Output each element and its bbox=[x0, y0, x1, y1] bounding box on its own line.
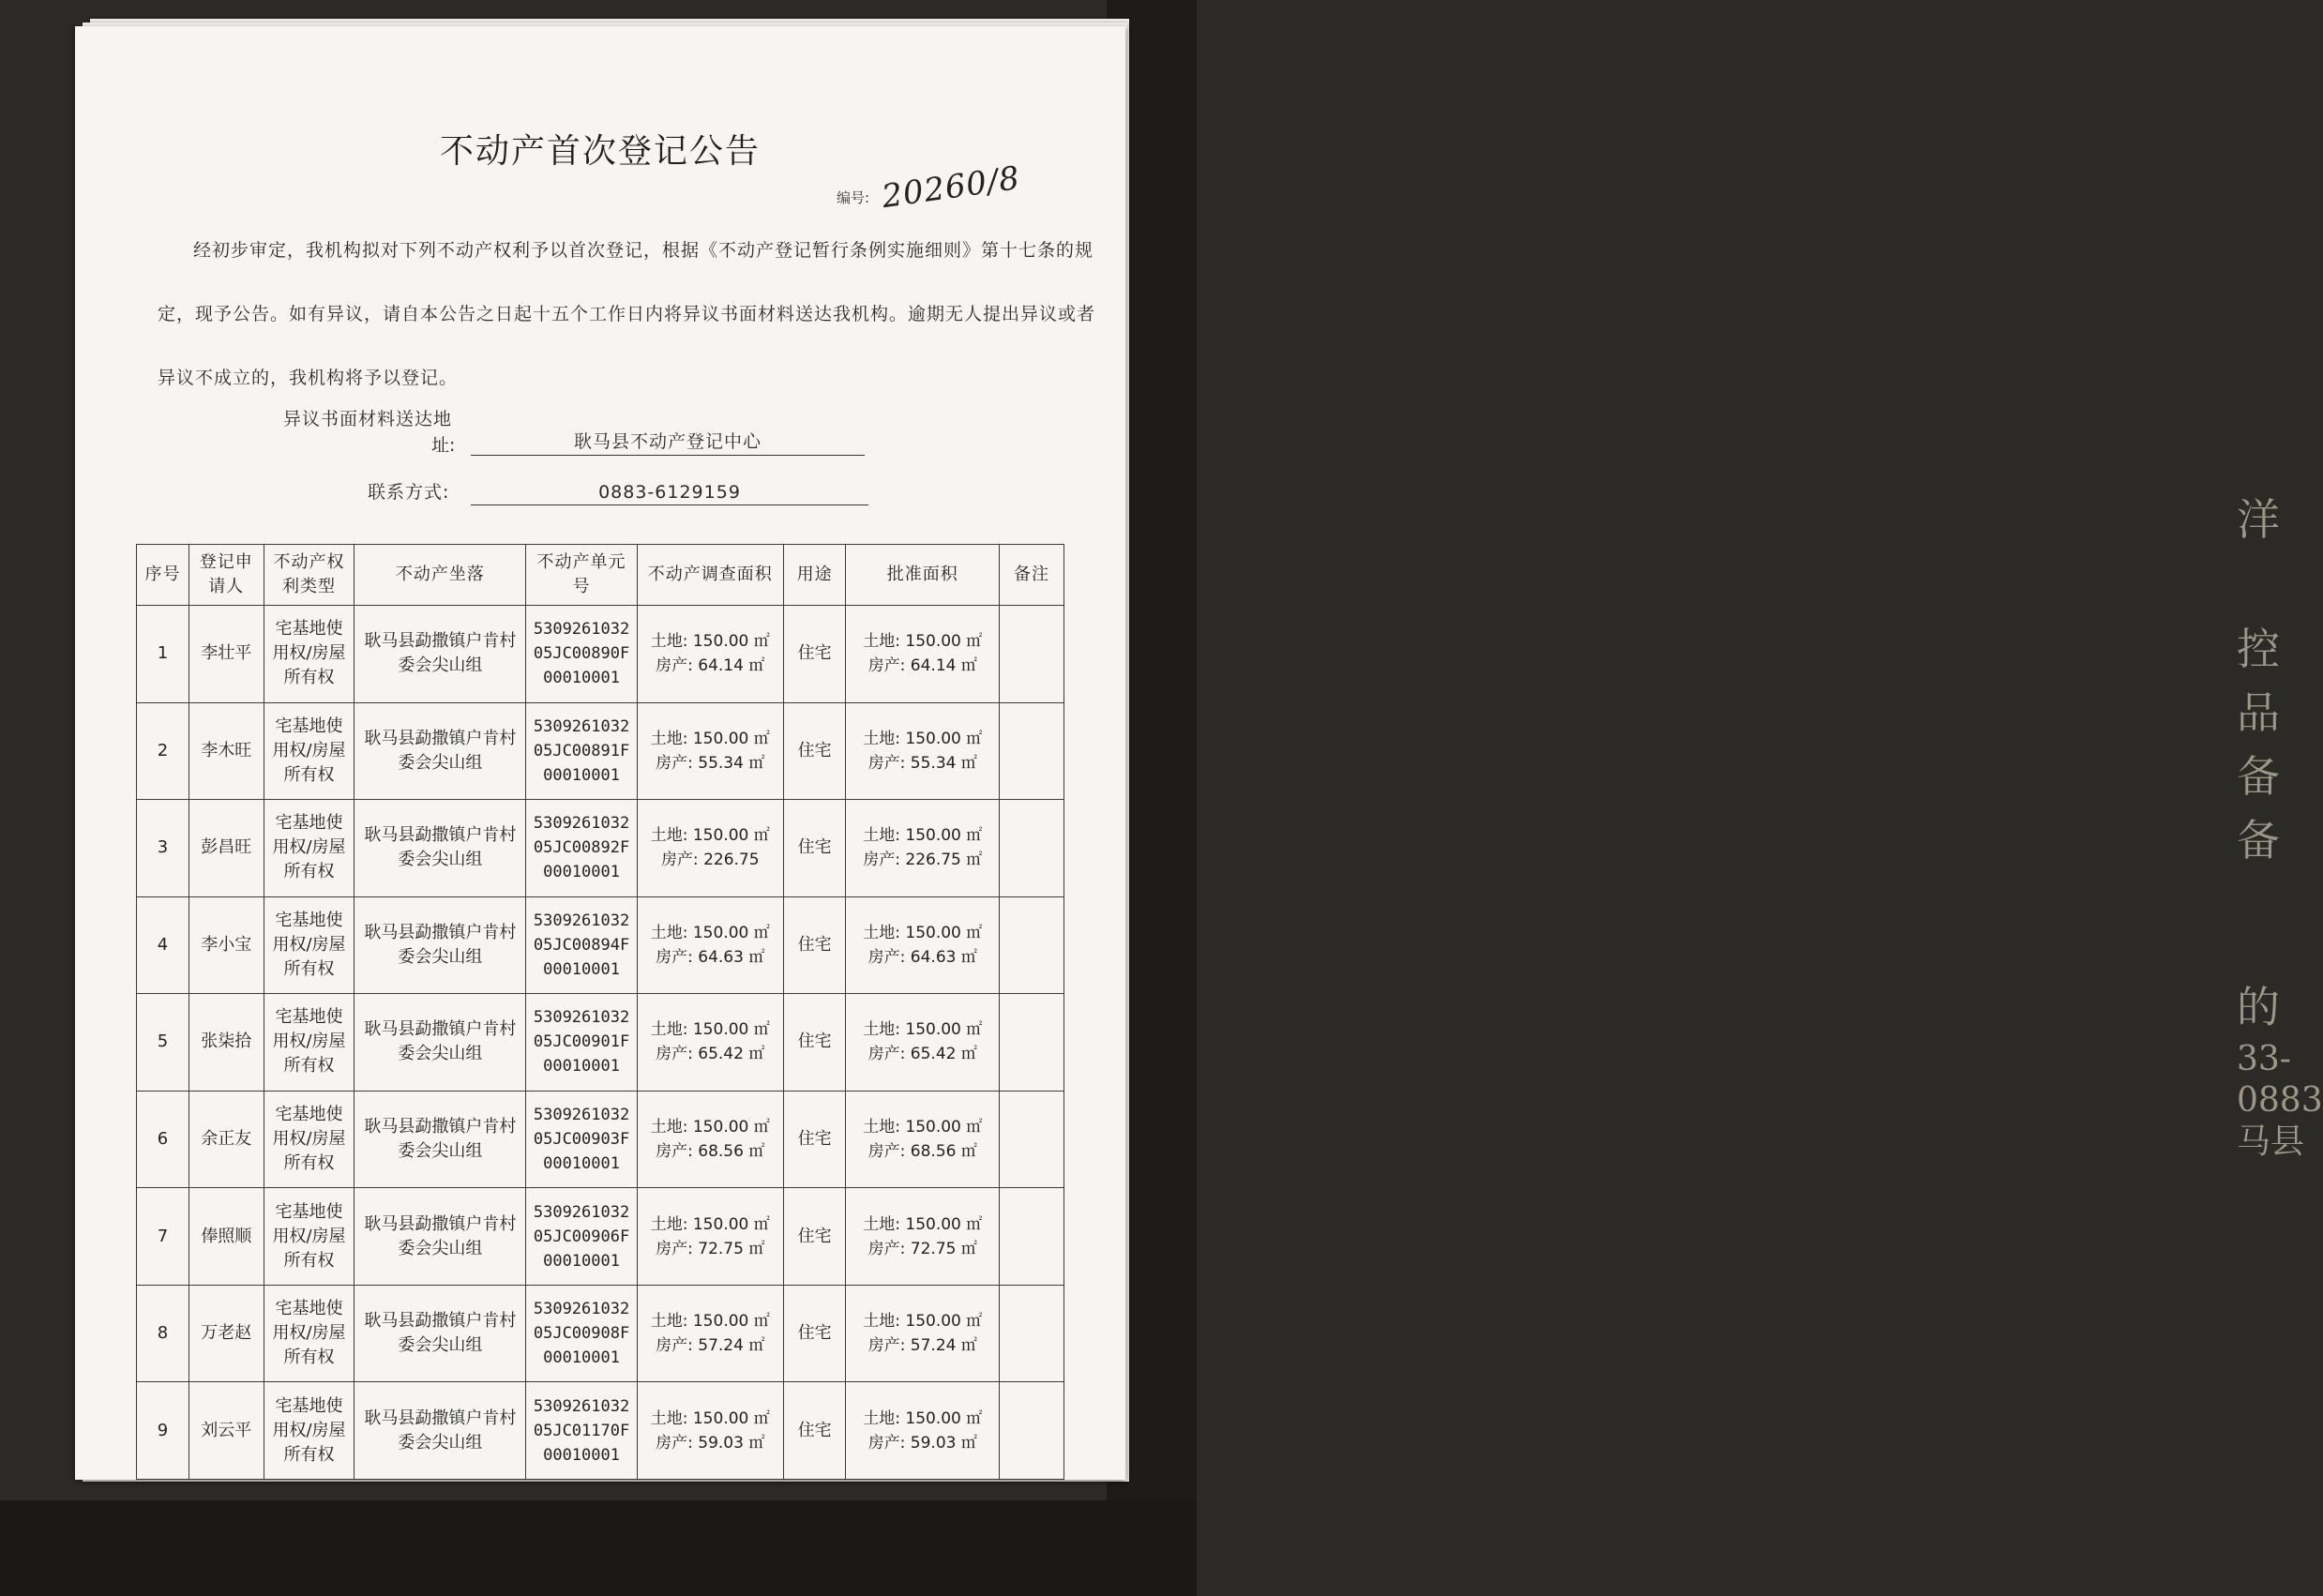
survey-land-area: 土地: 150.00 ㎡ bbox=[650, 1408, 770, 1428]
unit-no-text: 530926103205JC00906F00010001 bbox=[533, 1202, 630, 1271]
cell-applicant: 彭昌旺 bbox=[189, 800, 264, 897]
background-board-text bbox=[2237, 488, 2323, 1163]
cell-right-type: 宅基地使用权/房屋所有权 bbox=[264, 1285, 354, 1382]
cell-applicant: 张柒拾 bbox=[189, 994, 264, 1092]
approved-land-area: 土地: 150.00 ㎡ bbox=[863, 632, 983, 652]
approved-land-area: 土地: 150.00 ㎡ bbox=[863, 1312, 983, 1332]
notice-code-handwritten: 20260/8 bbox=[879, 158, 1023, 217]
cell-applicant: 李木旺 bbox=[189, 702, 264, 800]
board-glyph: 备 bbox=[2237, 815, 2280, 866]
cell-approved-area bbox=[846, 1285, 1000, 1382]
cell-location: 耿马县勐撒镇户肯村委会尖山组 bbox=[354, 1091, 526, 1188]
cell-unit-no bbox=[526, 606, 637, 703]
contact-value: 0883-6129159 bbox=[471, 482, 868, 505]
objection-address-label: 异议书面材料送达地 bbox=[283, 409, 453, 429]
approved-house-area: 房产: 57.24 ㎡ bbox=[867, 1336, 977, 1356]
cell-note bbox=[1000, 606, 1064, 703]
approved-house-area: 房产: 64.14 ㎡ bbox=[867, 656, 977, 676]
table-row bbox=[137, 994, 1064, 1092]
survey-land-area: 土地: 150.00 ㎡ bbox=[650, 632, 770, 652]
header-unit-no: 不动产单元号 bbox=[526, 545, 637, 606]
cell-note bbox=[1000, 1285, 1064, 1382]
cell-location: 耿马县勐撒镇户肯村委会尖山组 bbox=[354, 896, 526, 994]
cell-approved-area bbox=[846, 1188, 1000, 1286]
survey-land-area: 土地: 150.00 ㎡ bbox=[650, 1214, 770, 1234]
notice-body-text: 经初步审定，我机构拟对下列不动产权利予以首次登记，根据《不动产登记暂行条例实施细则》第十七条的规定，现予公告。如有异议，请自本公告之日起十五个工作日内将异议书面材料送达我机构。逾期无人提出异议或者异议不成立的，我机构将予以登记。 bbox=[158, 240, 1096, 388]
table-row bbox=[137, 896, 1064, 994]
board-glyph: 品 bbox=[2237, 687, 2280, 738]
cell-location: 耿马县勐撒镇户肯村委会尖山组 bbox=[354, 1188, 526, 1286]
survey-house-area: 房产: 55.34 ㎡ bbox=[656, 753, 765, 773]
cell-applicant: 余正友 bbox=[189, 1091, 264, 1188]
cell-survey-area bbox=[637, 1091, 783, 1188]
cell-no: 6 bbox=[137, 1091, 189, 1188]
unit-no-text: 530926103205JC00890F00010001 bbox=[533, 620, 630, 688]
cell-no: 8 bbox=[137, 1285, 189, 1382]
objection-address-value: 耿马县不动产登记中心 bbox=[471, 428, 865, 456]
unit-no-text: 530926103205JC00892F00010001 bbox=[533, 814, 630, 882]
approved-house-area: 房产: 72.75 ㎡ bbox=[867, 1239, 977, 1258]
cell-approved-area bbox=[846, 1382, 1000, 1480]
header-note: 备注 bbox=[1000, 545, 1064, 606]
cell-approved-area bbox=[846, 800, 1000, 897]
survey-house-area: 房产: 57.24 ㎡ bbox=[656, 1336, 765, 1356]
cell-survey-area bbox=[637, 994, 783, 1092]
approved-land-area: 土地: 150.00 ㎡ bbox=[863, 1118, 983, 1137]
approved-land-area: 土地: 150.00 ㎡ bbox=[863, 1408, 983, 1428]
survey-house-area: 房产: 68.56 ㎡ bbox=[656, 1142, 765, 1161]
board-glyph: 0883 bbox=[2237, 1081, 2323, 1120]
cell-use: 住宅 bbox=[783, 800, 846, 897]
cell-approved-area bbox=[846, 994, 1000, 1092]
approved-house-area: 房产: 226.75 ㎡ bbox=[863, 851, 983, 870]
cell-use: 住宅 bbox=[783, 896, 846, 994]
board-glyph: 洋 bbox=[2237, 494, 2280, 545]
survey-land-area: 土地: 150.00 ㎡ bbox=[650, 1118, 770, 1137]
cell-survey-area bbox=[637, 800, 783, 897]
cell-approved-area bbox=[846, 606, 1000, 703]
table-row bbox=[137, 702, 1064, 800]
cell-use: 住宅 bbox=[783, 994, 846, 1092]
cell-location: 耿马县勐撒镇户肯村委会尖山组 bbox=[354, 994, 526, 1092]
board-glyph: 控 bbox=[2237, 624, 2280, 674]
cell-use: 住宅 bbox=[783, 606, 846, 703]
cell-use: 住宅 bbox=[783, 1091, 846, 1188]
table-row bbox=[137, 1091, 1064, 1188]
survey-house-area: 房产: 59.03 ㎡ bbox=[656, 1433, 765, 1453]
cell-survey-area bbox=[637, 896, 783, 994]
cell-right-type: 宅基地使用权/房屋所有权 bbox=[264, 1188, 354, 1286]
cell-location: 耿马县勐撒镇户肯村委会尖山组 bbox=[354, 606, 526, 703]
cell-applicant: 李小宝 bbox=[189, 896, 264, 994]
table-row bbox=[137, 1188, 1064, 1286]
table-row bbox=[137, 606, 1064, 703]
unit-no-text: 530926103205JC00908F00010001 bbox=[533, 1300, 630, 1368]
cell-right-type: 宅基地使用权/房屋所有权 bbox=[264, 994, 354, 1092]
cell-survey-area bbox=[637, 1285, 783, 1382]
cell-applicant: 李壮平 bbox=[189, 606, 264, 703]
cell-unit-no bbox=[526, 1285, 637, 1382]
table-header-row bbox=[137, 545, 1064, 606]
header-right-type: 不动产权利类型 bbox=[264, 545, 354, 606]
cell-survey-area bbox=[637, 1382, 783, 1480]
approved-land-area: 土地: 150.00 ㎡ bbox=[863, 729, 983, 748]
cell-note bbox=[1000, 1382, 1064, 1480]
survey-land-area: 土地: 150.00 ㎡ bbox=[650, 923, 770, 942]
approved-house-area: 房产: 59.03 ㎡ bbox=[867, 1433, 977, 1453]
survey-house-area: 房产: 64.14 ㎡ bbox=[656, 656, 765, 676]
cell-no: 5 bbox=[137, 994, 189, 1092]
page-title: 不动产首次登记公告 bbox=[439, 132, 761, 171]
table-row bbox=[137, 1382, 1064, 1480]
cell-right-type: 宅基地使用权/房屋所有权 bbox=[264, 702, 354, 800]
cell-right-type: 宅基地使用权/房屋所有权 bbox=[264, 606, 354, 703]
cell-approved-area bbox=[846, 896, 1000, 994]
cell-right-type: 宅基地使用权/房屋所有权 bbox=[264, 1091, 354, 1188]
cell-survey-area bbox=[637, 606, 783, 703]
cell-use: 住宅 bbox=[783, 702, 846, 800]
notice-paper bbox=[75, 26, 1125, 1480]
cell-use: 住宅 bbox=[783, 1382, 846, 1480]
survey-land-area: 土地: 150.00 ㎡ bbox=[650, 826, 770, 846]
cell-use: 住宅 bbox=[783, 1285, 846, 1382]
approved-land-area: 土地: 150.00 ㎡ bbox=[863, 1020, 983, 1040]
cell-unit-no bbox=[526, 702, 637, 800]
cell-location: 耿马县勐撒镇户肯村委会尖山组 bbox=[354, 1382, 526, 1480]
survey-land-area: 土地: 150.00 ㎡ bbox=[650, 729, 770, 748]
cell-approved-area bbox=[846, 1091, 1000, 1188]
survey-house-area: 房产: 226.75 bbox=[660, 851, 760, 870]
cell-right-type: 宅基地使用权/房屋所有权 bbox=[264, 1382, 354, 1480]
cell-note bbox=[1000, 800, 1064, 897]
approved-land-area: 土地: 150.00 ㎡ bbox=[863, 1214, 983, 1234]
notice-code-label: 编号: bbox=[837, 189, 870, 206]
cell-location: 耿马县勐撒镇户肯村委会尖山组 bbox=[354, 800, 526, 897]
unit-no-text: 530926103205JC00891F00010001 bbox=[533, 716, 630, 785]
table-row bbox=[137, 1285, 1064, 1382]
cell-no: 1 bbox=[137, 606, 189, 703]
approved-house-area: 房产: 65.42 ㎡ bbox=[867, 1045, 977, 1064]
cell-survey-area bbox=[637, 1188, 783, 1286]
registration-table bbox=[136, 544, 1064, 1480]
cell-no: 3 bbox=[137, 800, 189, 897]
cell-unit-no bbox=[526, 1382, 637, 1480]
survey-house-area: 房产: 72.75 ㎡ bbox=[656, 1239, 765, 1258]
cell-no: 7 bbox=[137, 1188, 189, 1286]
cell-survey-area bbox=[637, 702, 783, 800]
cell-right-type: 宅基地使用权/房屋所有权 bbox=[264, 896, 354, 994]
cell-no: 4 bbox=[137, 896, 189, 994]
header-applicant: 登记申请人 bbox=[189, 545, 264, 606]
cell-no: 2 bbox=[137, 702, 189, 800]
cell-location: 耿马县勐撒镇户肯村委会尖山组 bbox=[354, 702, 526, 800]
cell-applicant: 俸照顺 bbox=[189, 1188, 264, 1286]
cell-note bbox=[1000, 994, 1064, 1092]
cell-applicant: 刘云平 bbox=[189, 1382, 264, 1480]
approved-land-area: 土地: 150.00 ㎡ bbox=[863, 923, 983, 942]
board-glyph: 马县 bbox=[2237, 1122, 2305, 1161]
cell-note bbox=[1000, 1091, 1064, 1188]
unit-no-text: 530926103205JC00894F00010001 bbox=[533, 911, 630, 979]
objection-address-label-cont: 址: bbox=[431, 435, 456, 456]
header-use: 用途 bbox=[783, 545, 846, 606]
cell-no: 9 bbox=[137, 1382, 189, 1480]
cell-right-type: 宅基地使用权/房屋所有权 bbox=[264, 800, 354, 897]
cell-note bbox=[1000, 702, 1064, 800]
header-approved-area: 批准面积 bbox=[846, 545, 1000, 606]
approved-house-area: 房产: 68.56 ㎡ bbox=[867, 1142, 977, 1161]
approved-house-area: 房产: 64.63 ㎡ bbox=[867, 947, 977, 967]
cell-use: 住宅 bbox=[783, 1188, 846, 1286]
unit-no-text: 530926103205JC00901F00010001 bbox=[533, 1008, 630, 1077]
cell-unit-no bbox=[526, 1091, 637, 1188]
cell-note bbox=[1000, 1188, 1064, 1286]
cell-unit-no bbox=[526, 896, 637, 994]
header-no: 序号 bbox=[137, 545, 189, 606]
cell-note bbox=[1000, 896, 1064, 994]
background-frame-bottom bbox=[0, 1500, 1197, 1596]
survey-land-area: 土地: 150.00 ㎡ bbox=[650, 1312, 770, 1332]
cell-unit-no bbox=[526, 1188, 637, 1286]
survey-house-area: 房产: 65.42 ㎡ bbox=[656, 1045, 765, 1064]
board-glyph: 33- bbox=[2237, 1040, 2291, 1078]
contact-label: 联系方式: bbox=[368, 482, 450, 503]
cell-applicant: 万老赵 bbox=[189, 1285, 264, 1382]
survey-house-area: 房产: 64.63 ㎡ bbox=[656, 947, 765, 967]
table-row bbox=[137, 800, 1064, 897]
board-glyph: 的 bbox=[2237, 982, 2280, 1032]
cell-approved-area bbox=[846, 702, 1000, 800]
cell-unit-no bbox=[526, 800, 637, 897]
cell-location: 耿马县勐撒镇户肯村委会尖山组 bbox=[354, 1285, 526, 1382]
approved-house-area: 房产: 55.34 ㎡ bbox=[867, 753, 977, 773]
cell-unit-no bbox=[526, 994, 637, 1092]
header-location: 不动产坐落 bbox=[354, 545, 526, 606]
unit-no-text: 530926103205JC01170F00010001 bbox=[533, 1396, 630, 1465]
approved-land-area: 土地: 150.00 ㎡ bbox=[863, 826, 983, 846]
survey-land-area: 土地: 150.00 ㎡ bbox=[650, 1020, 770, 1040]
board-glyph: 备 bbox=[2237, 751, 2280, 802]
unit-no-text: 530926103205JC00903F00010001 bbox=[533, 1106, 630, 1173]
header-survey-area: 不动产调查面积 bbox=[637, 545, 783, 606]
